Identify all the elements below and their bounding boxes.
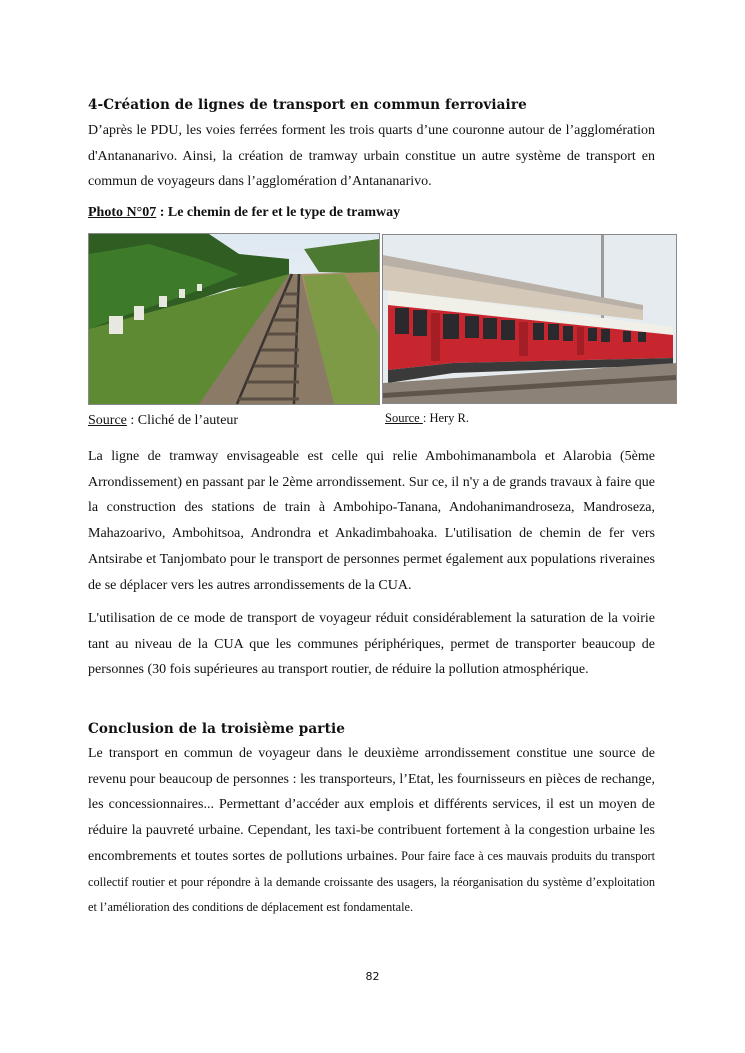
- photo-caption-label: Photo N°07: [88, 205, 157, 220]
- railway-track-photo: [88, 233, 380, 405]
- paragraph-transport-benefits: L'utilisation de ce mode de transport de voyageur réduit considérablement la saturation de la voirie tant au niveau de la CUA que les communes périphériques, permet de transporter beaucoup de personnes (30 fois supérieures au transport routier, de réduire la pollution atmosphérique.: [88, 611, 655, 678]
- photo-caption: [88, 205, 400, 221]
- photo2-source-text: : Hery R.: [422, 411, 470, 425]
- intro-paragraph: D’après le PDU, les voies ferrées forment les trois quarts d’une couronne autour de l’agglomération d'Antananarivo. Ainsi, la création de tramway urbain constitue un autre système de transport en commun de voyageurs dans l’agglomération d’Antananarivo.: [88, 123, 655, 190]
- conclusion-small-text: Pour faire face à ces mauvais produits du transport collectif routier et pour répondre à la demande croissante des usagers, la réorganisation du système d’exploitation et l’amélioration des conditions de déplacement est fondamentale.: [88, 848, 655, 915]
- photo1-source-text: : Cliché de l’auteur: [126, 413, 239, 428]
- conclusion-paragraph: [88, 741, 655, 921]
- conclusion-heading: Conclusion de la troisième partie: [88, 721, 345, 737]
- photo1-source-label: Source: [88, 413, 127, 428]
- paragraph-tramway-line: La ligne de tramway envisageable est celle qui relie Ambohimanambola et Alarobia (5ème Arrondissement) en passant par le 2ème arrondissement. Sur ce, il n'y a de grands travaux à faire que la construction des stations de train à Ambohipo-Tanana, Andohanimandroseza, Mandroseza, Mahazoarivo, Ambohitsoa, Androndra et Ankadimbahoaka. L'utilisation de chemin de fer vers Antsirabe et Tanjombato pour le transport de personnes permet également aux populations riveraines de se déplacer vers les autres arrondissements de la CUA.: [88, 449, 655, 593]
- conclusion-main-text: Le transport en commun de voyageur dans le deuxième arrondissement constitue une source de revenu pour beaucoup de personnes : les transporteurs, l’Etat, les fournisseurs en pièces de rechange, les concessionnaires... Permettant d’accéder aux emplois et différents services, il est un moyen de réduire la pauvreté urbaine. Cependant, les taxi-be contribuent fortement à la congestion urbaine les encombrements et toutes sortes de pollutions urbaines.: [88, 746, 655, 864]
- section-heading: 4-Création de lignes de transport en commun ferroviaire: [88, 97, 527, 113]
- photo2-source-label: Source: [385, 411, 423, 425]
- photo-caption-text: : Le chemin de fer et le type de tramway: [156, 205, 401, 220]
- page-number: 82: [365, 970, 380, 983]
- photo2-source: [385, 411, 469, 426]
- tramway-image: [383, 235, 676, 403]
- tramway-photo: [382, 234, 677, 404]
- railway-track-image: [89, 234, 379, 404]
- photo1-source: [88, 413, 238, 429]
